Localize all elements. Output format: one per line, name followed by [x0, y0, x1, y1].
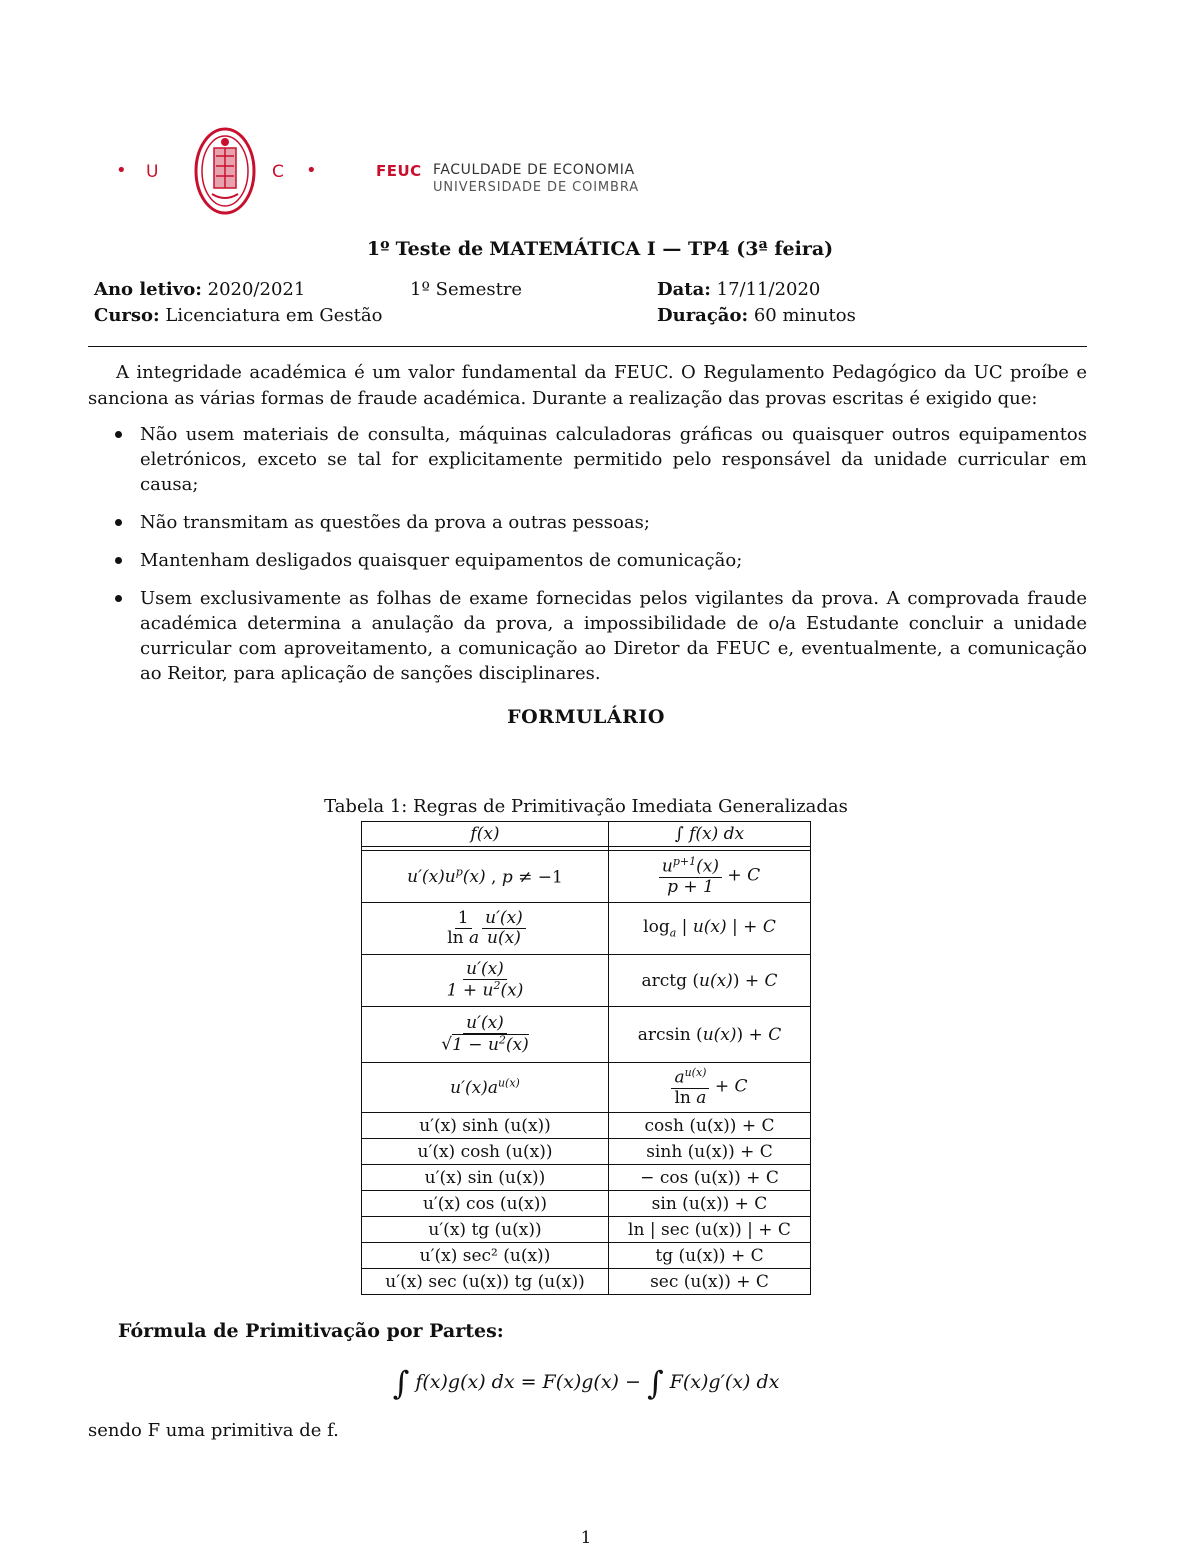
uc-letter-c: C: [272, 162, 284, 182]
feuc-logo-text: FEUC: [376, 162, 422, 180]
faculty-name: FACULDADE DE ECONOMIA: [433, 162, 635, 178]
table-row: [362, 1217, 811, 1243]
formula-sec-tg: u′(x) sec (u(x)) tg (u(x)): [362, 1269, 609, 1295]
header-divider: [88, 346, 1087, 347]
bullet-icon: [115, 595, 122, 602]
course-label: Curso:: [94, 305, 160, 326]
primitive-sin: − cos (u(x)) + C: [609, 1165, 811, 1191]
uc-dot-left: •: [116, 160, 127, 181]
university-name: UNIVERSIDADE DE COIMBRA: [433, 180, 640, 195]
school-year-value: 2020/2021: [207, 279, 306, 300]
formula-cosh: u′(x) cosh (u(x)): [362, 1139, 609, 1165]
primitive-cos: sin (u(x)) + C: [609, 1191, 811, 1217]
formula-exp: $u'(x)a^{u(x)}$: [362, 1063, 609, 1113]
exam-title: [0, 238, 1200, 260]
uc-letter-u: U: [146, 162, 159, 182]
table-header-row: [362, 822, 811, 847]
primitives-table: [361, 821, 811, 1295]
formula-power: $u'(x)u^p(x)$ , p ≠ −1: [362, 851, 609, 903]
formula-sinh: u′(x) sinh (u(x)): [362, 1113, 609, 1139]
integrity-text: A integridade académica é um valor fundamental da FEUC. O Regulamento Pedagógico da UC proíbe e sanciona as várias formas de fraude académica. Durante a realização das provas escritas é exigido que:: [88, 362, 1087, 409]
primitive-sec: sec (u(x)) + C: [609, 1269, 811, 1295]
primitive-tg: ln | sec (u(x)) | + C: [609, 1217, 811, 1243]
university-seal-icon: [194, 126, 256, 216]
table-row: [362, 903, 811, 955]
table-row: [362, 955, 811, 1007]
exam-date-value: 17/11/2020: [716, 279, 821, 300]
primitive-power: $\frac{u^{p+1}(x)}{p + 1}$ + C: [609, 851, 811, 903]
primitive-log: $\log_a$ | u(x) | + C: [609, 903, 811, 955]
institution-header: [108, 122, 668, 222]
list-item: [110, 510, 1087, 535]
primitive-sec2: tg (u(x)) + C: [609, 1243, 811, 1269]
bullet-icon: [115, 431, 122, 438]
list-item-text: Não transmitam as questões da prova a outras pessoas;: [140, 512, 650, 533]
primitive-sinh: cosh (u(x)) + C: [609, 1113, 811, 1139]
table-row: [362, 1063, 811, 1113]
primitive-cosh: sinh (u(x)) + C: [609, 1139, 811, 1165]
semester: 1º Semestre: [410, 279, 523, 300]
list-item: [110, 422, 1087, 497]
list-item-text: Mantenham desligados quaisquer equipamentos de comunicação;: [140, 550, 743, 571]
bullet-icon: [115, 519, 122, 526]
integrity-paragraph: [88, 360, 1087, 412]
table-row: [362, 1113, 811, 1139]
integration-by-parts-title: Fórmula de Primitivação por Partes:: [118, 1320, 504, 1342]
table-row: [362, 1139, 811, 1165]
formula-arcsin: $\frac{u'(x)}{√1 - u^2(x)}$: [362, 1007, 609, 1063]
school-year-label: Ano letivo:: [94, 279, 202, 300]
formula-sin: u′(x) sin (u(x)): [362, 1165, 609, 1191]
primitive-arctg: arctg (u(x)) + C: [609, 955, 811, 1007]
title-subject: MATEMÁTICA I — TP4 (3ª feira): [489, 238, 834, 260]
formula-cos: u′(x) cos (u(x)): [362, 1191, 609, 1217]
table-row: [362, 851, 811, 903]
list-item-text: Usem exclusivamente as folhas de exame fornecidas pelos vigilantes da prova. A comprovada fraude académica determina a anulação da prova, a impossibilidade de o/a Estudante concluir a unidade curricular com aproveitamento, a comunicação ao Diretor da FEUC e, eventualmente, a comunicação ao Reitor, para aplicação de sanções disciplinares.: [140, 588, 1087, 684]
page-number: 1: [580, 1528, 592, 1548]
exam-date-label: Data:: [657, 279, 711, 300]
header-f: f(x): [362, 822, 609, 847]
header-integral: ∫ f(x) dx: [609, 822, 811, 847]
list-item: [110, 586, 1087, 686]
duration: [657, 305, 856, 326]
primitive-arcsin: arcsin (u(x)) + C: [609, 1007, 811, 1063]
title-main: Teste de: [395, 238, 484, 260]
bullet-icon: [115, 557, 122, 564]
duration-value: 60 minutos: [753, 305, 856, 326]
table-row: [362, 1191, 811, 1217]
integrity-rules-list: [110, 422, 1087, 699]
title-prefix: 1º: [366, 238, 390, 260]
formulario-title: FORMULÁRIO: [507, 706, 665, 728]
table-row: [362, 1007, 811, 1063]
formula-tg: u′(x) tg (u(x)): [362, 1217, 609, 1243]
table-row: [362, 1269, 811, 1295]
school-year: [94, 279, 305, 300]
table-caption: Tabela 1: Regras de Primitivação Imediata Generalizadas: [324, 796, 848, 817]
course: [94, 305, 382, 326]
primitive-note: sendo F uma primitiva de f.: [88, 1420, 339, 1441]
formula-log: $\frac{1}{\text{ln a}}$ $\frac{u'(x)}{u(x)}$: [362, 903, 609, 955]
course-value: Licenciatura em Gestão: [165, 305, 383, 326]
list-item: [110, 548, 1087, 573]
exam-date: [657, 279, 820, 300]
formula-sec2: u′(x) sec² (u(x)): [362, 1243, 609, 1269]
integration-by-parts-formula: ∫ f(x)g(x) dx = F(x)g(x) − ∫ F(x)g′(x) dx: [392, 1364, 780, 1402]
uc-dot-right: •: [306, 160, 317, 181]
duration-label: Duração:: [657, 305, 749, 326]
table-row: [362, 1243, 811, 1269]
table-row: [362, 1165, 811, 1191]
primitive-exp: $\frac{a^{u(x)}}{\text{ln a}}$ + C: [609, 1063, 811, 1113]
list-item-text: Não usem materiais de consulta, máquinas calculadoras gráficas ou quaisquer outros equipamentos eletrónicos, exceto se tal for explicitamente permitido pelo responsável da unidade curricular em causa;: [140, 424, 1087, 495]
formula-arctg: $\frac{u'(x)}{1 + u^2(x)}$: [362, 955, 609, 1007]
